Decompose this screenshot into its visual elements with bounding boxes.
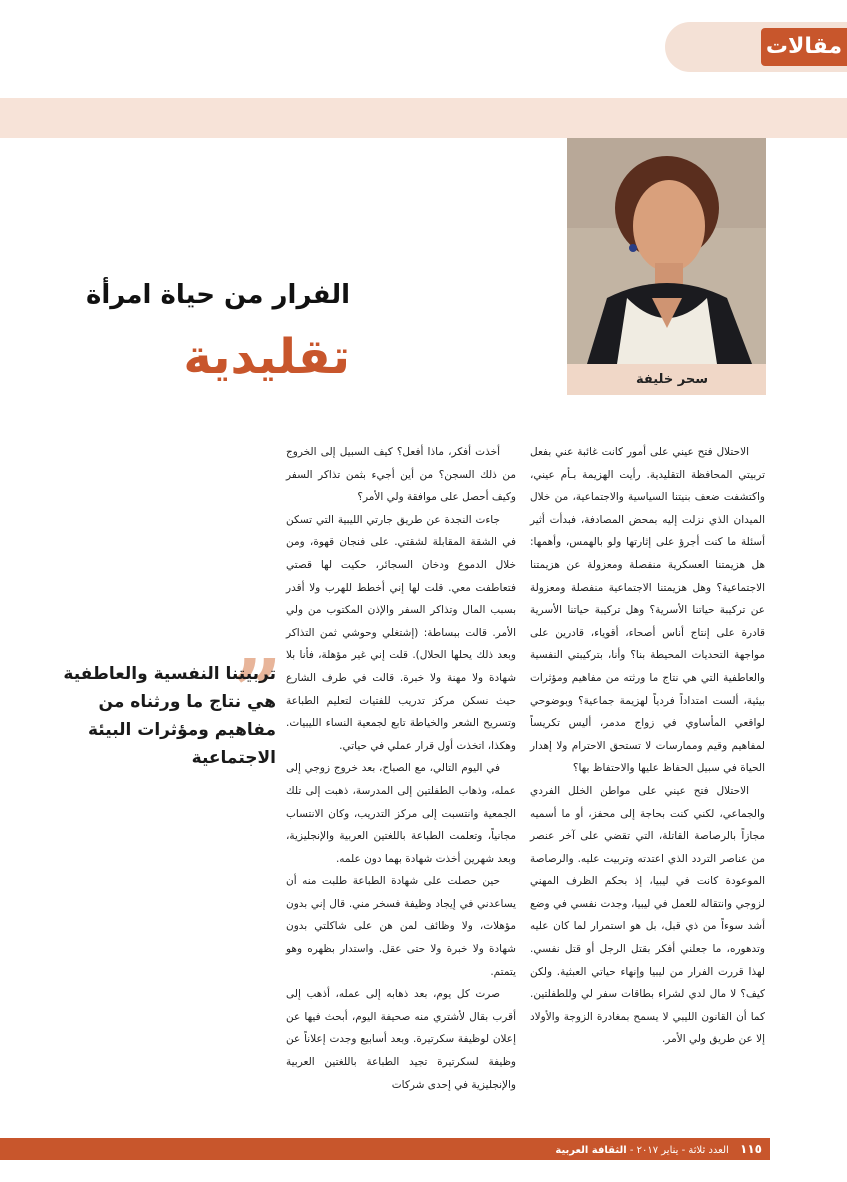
paragraph: أخذت أفكر، ماذا أفعل؟ كيف السبيل إلى الخروج من ذلك السجن؟ من أين أجيء بثمن تذاكر السفر وكيف أحصل على موافقة ولي الأمر؟ <box>286 446 516 504</box>
footer <box>530 1138 762 1160</box>
publication-name: الثقافة العربية <box>555 1145 627 1156</box>
paragraph: الاحتلال فتح عيني على مواطن الخلل الفردي والجماعي، لكني كنت بحاجة إلى محفز، أو ما أسميه مجازاً بالرصاصة القاتلة، التي تقضي على آخر عنصر من عناصر التردد الذي اعتدته وتربيت عليه. والرصاصة الموعودة كانت في ليبيا، إذ بحكم الظرف المهني لزوجي وانتقاله للعمل في ليبيا، وجدت نفسي في وضع أشد سوءاً من ذي قبل، بل هو استمرار لما كان عليه وتدهوره، ما جعلني أفكر بقتل الرجل أو قتل نفسي. لهذا قررت الفرار من ليبيا وإنهاء حياتي العبثية. ولكن كيف؟ لا مال لدي لشراء بطاقات سفر لي وللطفلتين. كما أن القانون الليبي لا يسمح بمغادرة الزوجة والأولاد إلا عن طريق ولي الأمر. <box>530 784 765 1046</box>
paragraph: صرت كل يوم، بعد ذهابه إلى عمله، أذهب إلى أقرب بقال لأشتري منه صحيفة اليوم، أبحث فيها عن إعلان لوظيفة سكرتيرة. وبعد أسابيع وجدت إعلاناً عن وظيفة لسكرتيرة تجيد الطباعة باللغتين العربية والإنجليزية في إحدى شركات <box>286 988 516 1091</box>
pull-quote-text: تربيتنا النفسية والعاطفية هي نتاج ما ورثناه من مفاهيم ومؤثرات البيئة الاجتماعية <box>63 664 276 768</box>
issue-info: العدد ثلاثة - يناير ٢٠١٧ - <box>629 1145 729 1156</box>
paragraph: حين حصلت على شهادة الطباعة طلبت منه أن يساعدني في إيجاد وظيفة فسخر مني. قال إني بدون مؤهلات، ولا وظائف لمن هن على شاكلتي بدون شهادة ولا خبرة ولا حتى عقل. واستدار بظهره وهو يتمتم. <box>286 875 516 978</box>
pull-quote <box>60 641 282 772</box>
paragraph: في اليوم التالي، مع الصباح، بعد خروج زوجي إلى عمله، وذهاب الطفلتين إلى المدرسة، ذهبت إلى تلك الجمعية وانتسبت إلى مركز التدريب، وكان الانتساب مجانياً، وتعلمت الطباعة باللغتين العربية والإنجليزية، وبعد شهرين أخذت شهادة بهما دون علمه. <box>286 762 516 865</box>
article-column-middle <box>286 441 516 1096</box>
page-number: ١١٥ <box>740 1142 762 1156</box>
article-title-line1: الفرار من حياة امرأة <box>86 280 350 310</box>
top-decorative-band <box>0 98 847 138</box>
section-label: مقالات <box>761 28 847 66</box>
paragraph: جاءت النجدة عن طريق جارتي الليبية التي تسكن في الشقة المقابلة لشقتي. على فنجان قهوة، ومن خلال الدموع ودخان السجائر، حكيت لها قصتي فتعاطفت معي. قلت لها إني أخطط للهرب ولا أقدر بسبب المال وتذاكر السفر والإذن المكتوب من ولي الأمر. قالت ببساطة: (إشتغلي وحوشي ثمن التذاكر وبعد ذلك يحلها الحلال). قلت إني غير مؤهلة، فأنا بلا شهادة ولا مهنة ولا خبرة. قالت في طرف الشارع حيث نسكن مركز تدريب للفتيات لتعليم الطباعة وتسريح الشعر والخياطة تابع لجمعية النساء الليبيات. وهكذا، اتخذت أول قرار عملي في حياتي. <box>286 513 516 752</box>
article-column-right <box>530 441 765 1051</box>
paragraph: الاحتلال فتح عيني على أمور كانت غائبة عني بفعل تربيتي المحافظة التقليدية. رأيت الهزيمة بـأم عيني، واكتشفت ضعف بنيتنا السياسية والاجتماعية، من خلال الميدان الذي نزلت إليه بمحض المصادفة، فبدأت أثير أسئلة ما كنت أجرؤ على إثارتها ولو بالهمس، وأهمها: هل هزيمتنا العسكرية منفصلة ومعزولة عن هزيمتنا الاجتماعية؟ وهل هزيمتنا الاجتماعية منفصلة ومعزولة عن تركيبة حياتنا الأسرية؟ وهل تركيبة حياتنا الأسرية قادرة على إنتاج أناس أصحاء، أقوياء، قادرين على مواجهة التحديات المحيطة بنا؟ وأنا، بتركيبتي النفسية والعاطفية التي هي نتاج ما ورثته من مفاهيم ومؤثرات بيئية، ألست امتداداً فردياً لهزيمة جماعية؟ وبوضوحي لواقعي المأساوي في زواج مدمر، أليس تكريساً لمفاهيم وقيم وممارسات لا تستحق الاحترام ولا إهدار الحياة في سبيل الحفاظ عليها والاحتفاظ بها؟ <box>530 446 765 775</box>
author-portrait <box>567 138 766 364</box>
quote-mark-icon: ” <box>232 641 282 742</box>
section-header <box>665 22 847 72</box>
author-name: سحر خليفة <box>567 364 766 395</box>
article-title-line2: تقليدية <box>183 329 350 385</box>
